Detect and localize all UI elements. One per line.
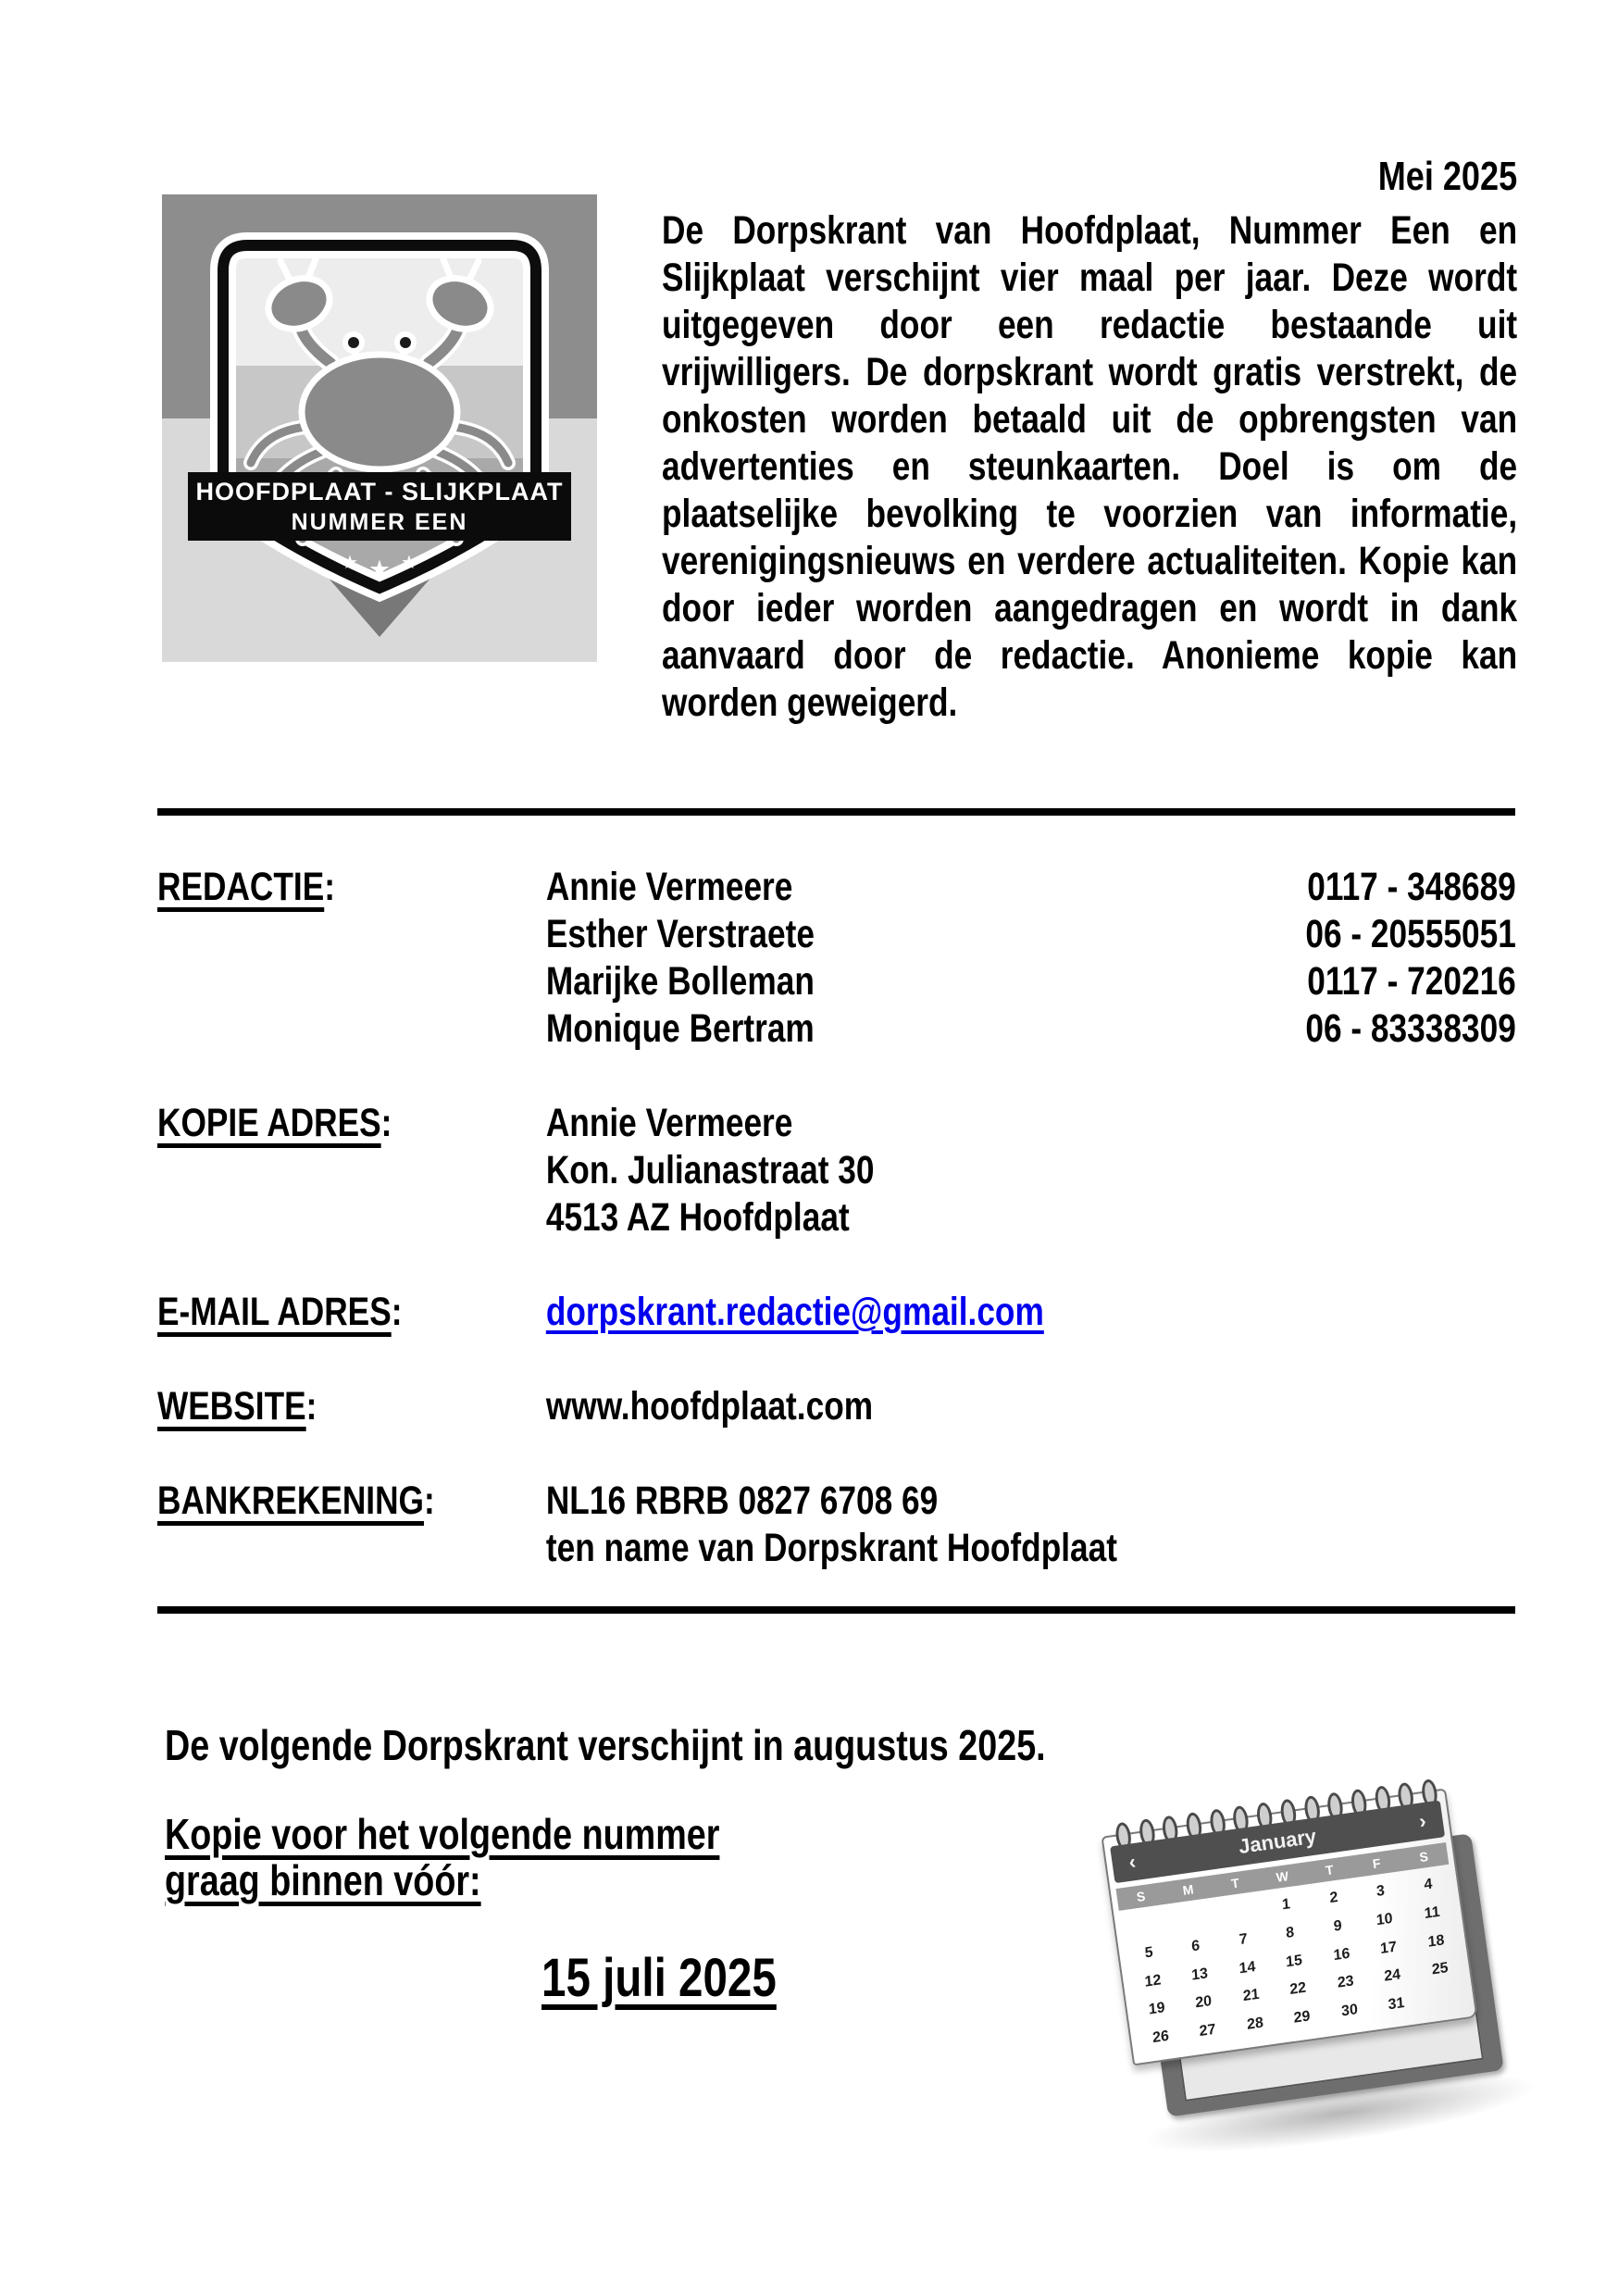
day-header: M — [1181, 1881, 1195, 1899]
info-line — [157, 864, 1516, 911]
calendar-day: 18 — [1426, 1932, 1445, 1951]
issue-date: Mei 2025 — [1377, 154, 1518, 199]
info-section — [157, 1289, 1516, 1336]
calendar-day: 20 — [1195, 1993, 1214, 2013]
info-value: Kon. Julianastraat 30 — [545, 1148, 875, 1192]
info-line — [157, 1478, 1516, 1525]
divider-top — [157, 808, 1515, 816]
day-header: W — [1275, 1868, 1290, 1885]
info-value: 4513 AZ Hoofdplaat — [545, 1195, 850, 1240]
calendar-day: 9 — [1332, 1917, 1342, 1936]
day-header: S — [1418, 1848, 1429, 1866]
star-icon: ★ — [342, 551, 358, 573]
star-icon: ★ — [401, 551, 417, 573]
newsletter-logo — [162, 194, 597, 662]
day-header: T — [1230, 1875, 1240, 1891]
calendar-day: 13 — [1191, 1965, 1209, 1984]
calendar-next-icon: › — [1417, 1808, 1428, 1833]
info-section — [157, 1100, 1516, 1242]
deadline-line1: Kopie voor het volgende nummer — [165, 1810, 720, 1858]
calendar-day: 24 — [1384, 1966, 1401, 1986]
info-line — [157, 1194, 1516, 1242]
info-line — [157, 1289, 1516, 1336]
calendar-day: 6 — [1191, 1938, 1201, 1955]
calendar-day — [1419, 1981, 1468, 2016]
info-label: WEBSITE: — [157, 1384, 317, 1429]
calendar-prev-icon: ‹ — [1126, 1849, 1138, 1874]
info-line — [157, 1383, 1516, 1430]
calendar-month: January — [1237, 1824, 1318, 1859]
logo-banner-line2: NUMMER EEN — [291, 509, 468, 535]
calendar-day: 12 — [1144, 1972, 1162, 1990]
calendar-day: 10 — [1375, 1910, 1394, 1929]
calendar-day: 4 — [1423, 1876, 1433, 1894]
colophon-info — [157, 864, 1516, 1619]
info-line — [157, 1147, 1516, 1194]
calendar-day: 8 — [1285, 1924, 1296, 1942]
info-value: Annie Vermeere — [545, 1101, 793, 1145]
info-value: Monique Bertram — [545, 1006, 815, 1051]
info-value: Esther Verstraete — [545, 912, 815, 956]
info-value: NL16 RBRB 0827 6708 69 — [545, 1479, 939, 1523]
info-line — [157, 1005, 1516, 1053]
calendar-day: 1 — [1281, 1896, 1291, 1914]
calendar-day: 22 — [1289, 1980, 1307, 1999]
crab-shield-emblem — [162, 194, 597, 662]
info-label: BANKREKENING: — [157, 1479, 435, 1523]
calendar-day: 15 — [1285, 1952, 1303, 1971]
deadline-line2: graag binnen vóór: — [165, 1856, 481, 1904]
calendar-day: 27 — [1199, 2022, 1217, 2040]
intro-paragraph: De Dorpskrant van Hoofdplaat, Nummer Een en Slijkplaat verschijnt vier maal per jaar. Deze wordt uitgegeven door een redactie bestaande uit vrijwilligers. De dorpskrant wordt gratis verstrekt, de onkosten worden betaald uit de opbrengsten van advertenties en steunkaarten. Doel is om de plaatselijke bevolking te voorzien van informatie, verenigingsnieuws en verdere actualiteiten. Kopie kan door ieder worden aangedragen en wordt in dank aanvaard door de redactie. Anonieme kopie kan worden geweigerd. — [662, 208, 1518, 725]
calendar-day: 23 — [1337, 1974, 1354, 1992]
info-label: KOPIE ADRES: — [157, 1101, 392, 1145]
phone-number: 0117 - 348689 — [1307, 865, 1516, 909]
day-header: S — [1135, 1888, 1147, 1905]
phone-number: 06 - 20555051 — [1305, 912, 1516, 956]
calendar-day: 2 — [1328, 1890, 1338, 1907]
info-value: www.hoofdplaat.com — [545, 1384, 874, 1429]
calendar-day: 30 — [1340, 2002, 1359, 2021]
calendar-day: 21 — [1242, 1987, 1261, 2005]
calendar-day: 11 — [1423, 1903, 1440, 1923]
deadline-notice — [165, 1811, 1076, 1903]
info-line — [157, 1525, 1516, 1572]
day-header: T — [1324, 1862, 1335, 1878]
deadline-date: 15 juli 2025 — [541, 1948, 777, 2008]
calendar-day: 19 — [1148, 2000, 1166, 2019]
phone-number: 0117 - 720216 — [1307, 959, 1516, 1004]
info-line — [157, 958, 1516, 1005]
email-link[interactable]: dorpskrant.redactie@gmail.com — [545, 1290, 1044, 1334]
info-value: Marijke Bolleman — [545, 959, 815, 1004]
calendar-day: 26 — [1151, 2028, 1170, 2047]
calendar-day: 3 — [1375, 1883, 1386, 1901]
divider-bottom — [157, 1606, 1515, 1614]
calendar-day: 16 — [1332, 1945, 1350, 1965]
calendar-day: 25 — [1430, 1960, 1449, 1979]
info-label: E-MAIL ADRES: — [157, 1290, 403, 1334]
calendar-day: 7 — [1238, 1931, 1249, 1949]
calendar-page — [1101, 1788, 1477, 2065]
calendar-day: 17 — [1379, 1939, 1398, 1957]
star-icon: ★ — [367, 555, 392, 584]
info-value: Annie Vermeere — [545, 865, 793, 909]
calendar-day: 14 — [1238, 1958, 1256, 1978]
info-value: ten name van Dorpskrant Hoofdplaat — [545, 1526, 1118, 1570]
info-section — [157, 864, 1516, 1053]
logo-banner-line1: HOOFDPLAAT - SLIJKPLAAT — [195, 478, 564, 505]
info-line — [157, 1100, 1516, 1147]
calendar-image — [1111, 1782, 1518, 2152]
phone-number: 06 - 83338309 — [1305, 1006, 1516, 1051]
info-section — [157, 1383, 1516, 1430]
info-label: REDACTIE: — [157, 865, 335, 909]
info-section — [157, 1478, 1516, 1572]
calendar-day: 28 — [1246, 2015, 1264, 2034]
calendar-day: 29 — [1293, 2008, 1312, 2028]
next-issue-text: De volgende Dorpskrant verschijnt in augustus 2025. — [165, 1721, 1046, 1769]
calendar-day: 5 — [1144, 1944, 1154, 1962]
day-header: F — [1371, 1855, 1382, 1872]
calendar-day: 31 — [1388, 1995, 1406, 2014]
info-line — [157, 911, 1516, 958]
